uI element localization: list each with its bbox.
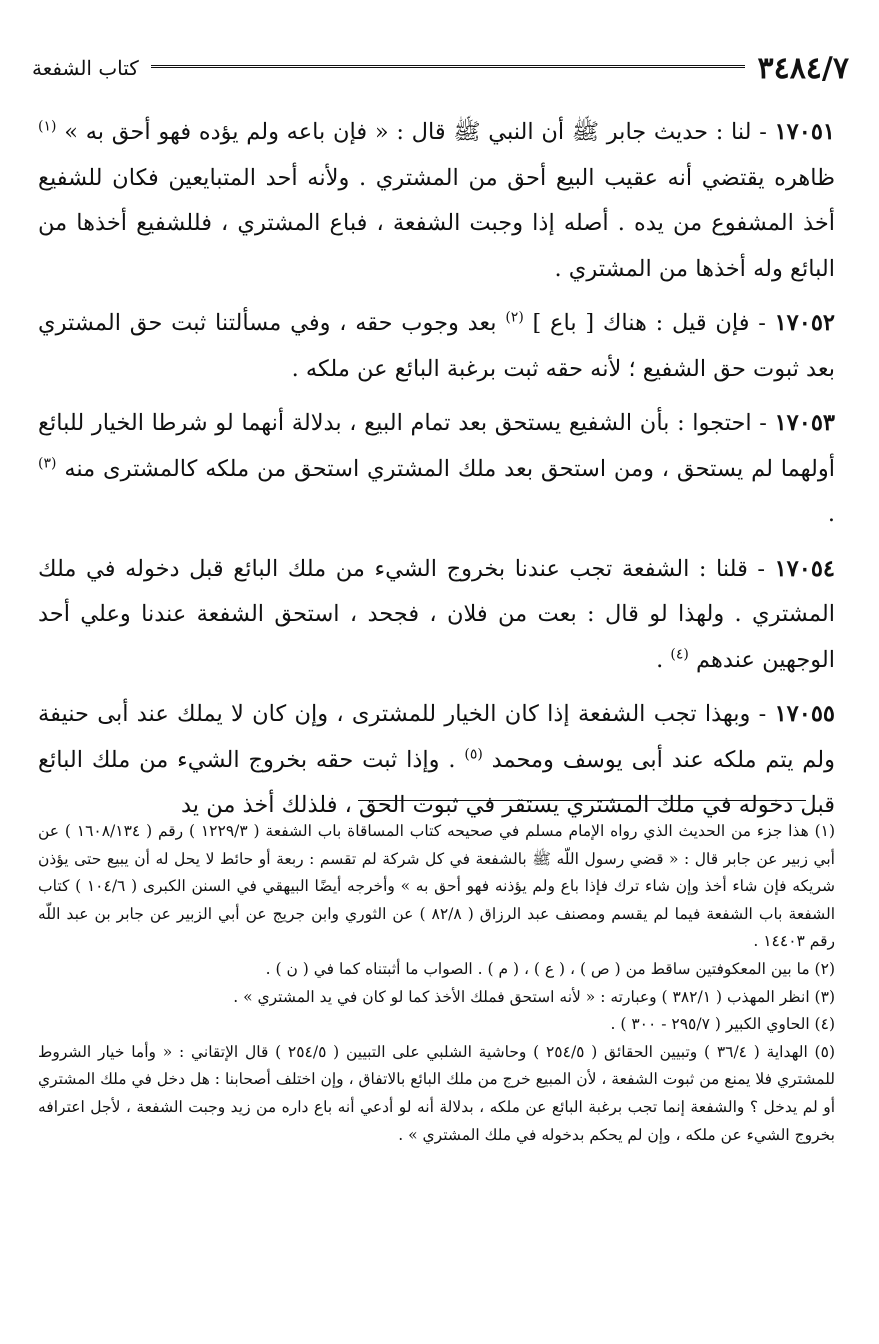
paragraph-text: - وبهذا تجب الشفعة إذا كان الخيار للمشترى ، وإن كان لا يملك عند أبى حنيفة ولم يتم ملكه عند أبى يوسف ومحمد [38, 701, 835, 773]
footnote-ref[interactable]: (١) [38, 118, 57, 135]
paragraph-17054 [38, 547, 835, 684]
running-title: كتاب الشفعة [32, 56, 139, 80]
paragraph-text: . وإذا ثبت حقه بخروج الشيء من ملك البائع قبل دخوله في ملك المشتري يستقر في ثبوت الحق ، فلذلك أخذ من يد [38, 746, 835, 818]
paragraph-text: ظاهره يقتضي أنه عقيب البيع أحق من المشتري . ولأنه أحد المتبايعين فكان للشفيع أخذ المشفوع من يده . أصله إذا وجبت الشفعة ، فباع المشتري ، فللشفيع أخذها من البائع وله أخذها من المشتري . [38, 164, 835, 282]
paragraph-17055 [38, 692, 835, 829]
footnotes [38, 818, 835, 1149]
paragraph-text: - قلنا : الشفعة تجب عندنا بخروج الشيء من ملك البائع قبل دخوله في ملك المشتري . ولهذا لو قال : بعت من فلان ، فجحد ، استحق الشفعة عندنا وعلي أحد الوجهين عندهم [38, 555, 835, 673]
paragraph-number: ١٧٠٥٣ [774, 410, 835, 436]
footnote-2: (٢) ما بين المعكوفتين ساقط من ( ص ) ، ( ع ) ، ( م ) . الصواب ما أثبتناه كما في ( ن ) . [265, 959, 835, 978]
footnote-3: (٣) انظر المهذب ( ٣٨٢/١ ) وعبارته : « لأنه استحق فملك الأخذ كما لو كان في يد المشتري » . [233, 987, 835, 1006]
footnote-5: (٥) الهداية ( ٣٦/٤ ) وتبيين الحقائق ( ٢٥٤/٥ ) وحاشية الشلبي على التبيين ( ٢٥٤/٥ ) قال الإتقاني : « وأما خيار الشروط للمشتري فلا يمنع من ثبوت الشفعة ، لأن المبيع خرج من ملك البائع بالاتفاق ، وإن اختلف أصحابنا : هل دخل في ملك المشتري أو لم يدخل ؟ والشفعة إنما تجب برغبة البائع عن ملكه ، بدلالة أنه لو أدعي أنه باع داره من زيد وجبت الشفعة ، لأجل اعترافه بخروج الشيء عن ملكه ، وإن لم يحكم بدخوله في ملك المشتري » . [38, 1042, 835, 1144]
header-rule [151, 65, 746, 71]
paragraph-17053 [38, 401, 835, 538]
paragraph-text: . [827, 501, 835, 527]
main-text [38, 110, 835, 838]
footnote-separator [358, 800, 806, 801]
page-number: ٣٤٨٤/٧ [757, 50, 849, 86]
paragraph-number: ١٧٠٥٢ [774, 310, 835, 336]
footnote-4: (٤) الحاوي الكبير ( ٢٩٥/٧ - ٣٠٠ ) . [610, 1015, 835, 1034]
footnote-ref[interactable]: (٣) [38, 455, 57, 471]
paragraph-text: بعد وجوب حقه ، وفي مسألتنا ثبت حق المشتري بعد ثبوت حق الشفيع ؛ لأنه حقه ثبت برغبة البائع عن ملكه . [38, 310, 835, 382]
page-header [32, 48, 849, 88]
footnote-ref[interactable]: (٤) [670, 646, 689, 662]
footnote-1: (١) هذا جزء من الحديث الذي رواه الإمام مسلم في صحيحه كتاب المساقاة باب الشفعة ( ١٢٢٩/٣ ) رقم ( ١٦٠٨/١٣٤ ) عن أبي زبير عن جابر قال : « قضي رسول اللّه ﷺ بالشفعة في كل شركة لم تقسم : ربعة أو حائط لا يحل له أن يبيع حتى يؤذن شريكه فإن شاء أخذ وإن شاء ترك فإذا باع ولم يؤذنه فهو أحق به » وأخرجه أيضًا البيهقي في السنن الكبرى ( ١٠٤/٦ ) كتاب الشفعة باب الشفعة فيما لم يقسم ومصنف عبد الرزاق ( ٨٢/٨ ) عن الثوري وابن جريج عن أبي الزبير عن جابر بن عبد اللّه رقم ١٤٤٠٣ . [38, 822, 836, 951]
paragraph-text: - فإن قيل : هناك [ باع ] [532, 310, 775, 336]
paragraph-number: ١٧٠٥٤ [774, 555, 835, 582]
paragraph-text: . [656, 646, 671, 673]
paragraph-17051 [38, 110, 835, 292]
paragraph-text: - احتجوا : بأن الشفيع يستحق بعد تمام البيع ، بدلالة أنهما لو شرطا الخيار للبائع أولهما لم يستحق ، ومن استحق بعد ملك المشتري استحق من ملكه كالمشترى منه [38, 410, 835, 482]
paragraph-17052 [38, 301, 835, 392]
paragraph-number: ١٧٠٥٥ [774, 701, 835, 727]
footnote-ref[interactable]: (٢) [505, 309, 524, 326]
paragraph-number: ١٧٠٥١ [774, 119, 835, 145]
footnote-ref[interactable]: (٥) [464, 746, 483, 762]
paragraph-text: - لنا : حديث جابر ﷺ أن النبي ﷺ قال : « فإن باعه ولم يؤده فهو أحق به » [64, 119, 775, 145]
